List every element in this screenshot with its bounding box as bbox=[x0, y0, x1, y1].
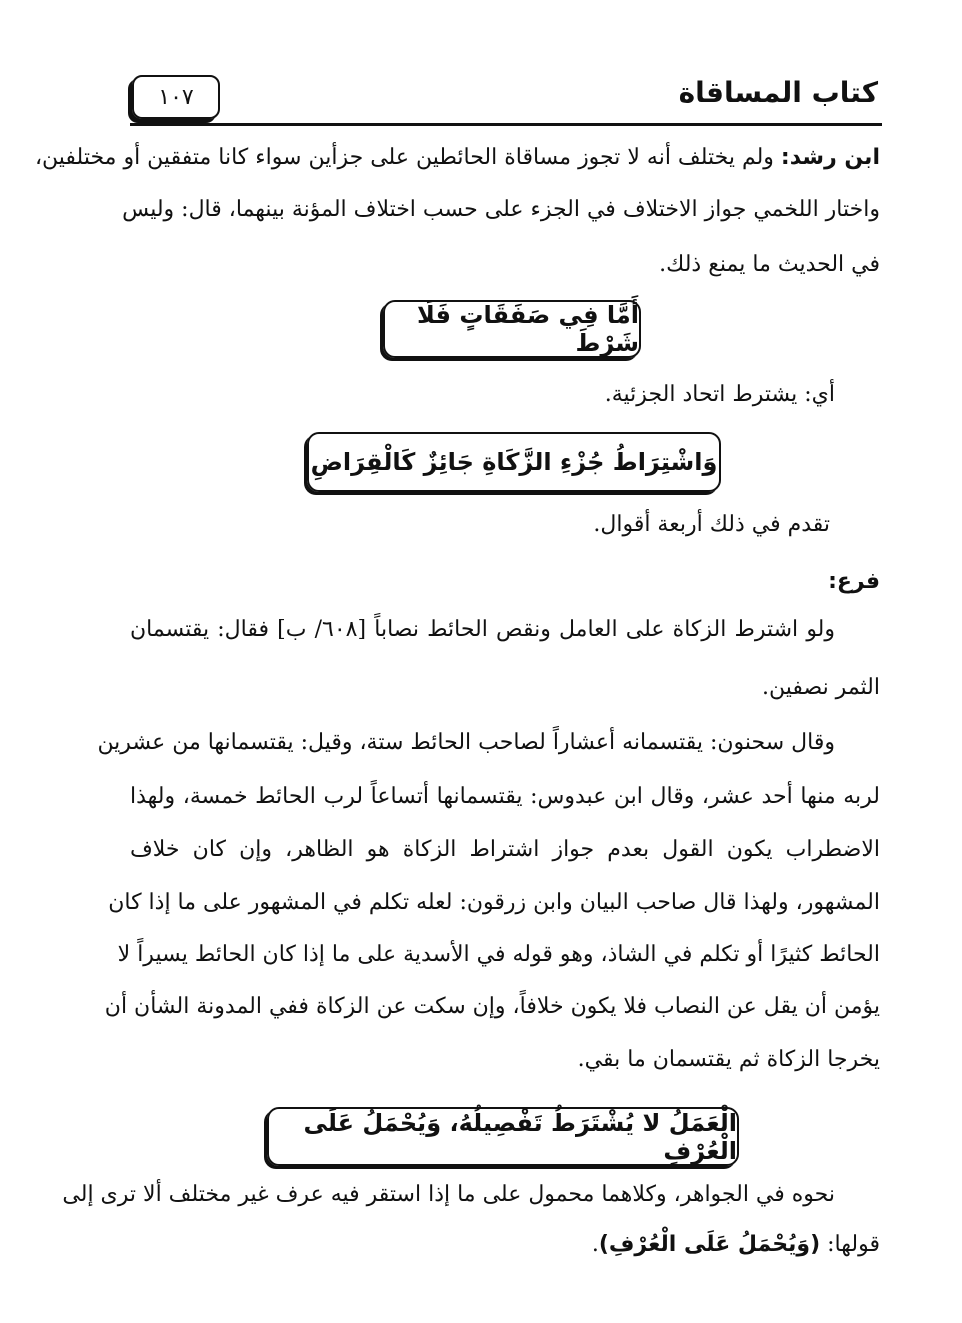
text-line: يخرجا الزكاة ثم يقتسمان ما بقي. bbox=[577, 1047, 880, 1072]
matn-box: وَاشْتِرَاطُ جُزْءِ الزَّكَاةِ جَائِزٌ كَالْقِرَاضِ bbox=[307, 432, 721, 492]
text-line bbox=[34, 133, 880, 183]
text-line: يؤمن أن يقل عن النصاب فلا يكون خلافاً، وإن سكت عن الزكاة ففي المدونة الشأن أن bbox=[104, 994, 880, 1019]
page-number: ١٠٧ bbox=[132, 75, 220, 119]
speaker-label: ابن رشد: bbox=[780, 145, 880, 170]
text-line: نحوه في الجواهر، وكلاهما محمول على ما إذا استقر فيه عرف غير مختلف ألا ترى إلى bbox=[62, 1182, 835, 1207]
quoted-matn: (وَيُحْمَلُ عَلَى الْعُرْفِ) bbox=[598, 1232, 821, 1257]
text-span: ولم يختلف أنه لا تجوز مساقاة الحائطين على جزأين سواء كانا متفقين أو مختلفين، bbox=[34, 145, 774, 170]
text-line: تقدم في ذلك أربعة أقوال. bbox=[593, 512, 830, 537]
header-rule bbox=[130, 123, 882, 126]
text-line: أي: يشترط اتحاد الجزئية. bbox=[604, 382, 835, 407]
matn-box: أَمَّا فِي صَفَقَاتٍ فَلَا شَرْطَ bbox=[383, 300, 641, 358]
text-line: الاضطراب يكون القول بعدم جواز اشتراط الزكاة هو الظاهر، وإن كان خلاف bbox=[130, 837, 880, 862]
text-line: الحائط كثيرًا أو تكلم في الشاذ، وهو قوله في الأسدية على ما إذا كان الحائط يسيراً لا bbox=[117, 942, 880, 967]
text-line: الثمر نصفين. bbox=[761, 675, 880, 700]
text-line: في الحديث ما يمنع ذلك. bbox=[659, 252, 880, 277]
text-line bbox=[130, 1220, 880, 1270]
text-line: وقال سحنون: يقتسمانه أعشاراً لصاحب الحائط ستة، وقيل: يقتسمانها من عشرين bbox=[97, 730, 835, 755]
text-line: المشهور، ولهذا قال صاحب البيان وابن زرقون: لعله تكلم في المشهور على ما إذا كان bbox=[108, 890, 880, 915]
chapter-title: كتاب المساقاة bbox=[678, 76, 878, 109]
text-line: ولو اشترط الزكاة على العامل ونقص الحائط نصاباً [٦٠٨/ ب] فقال: يقتسمان bbox=[130, 617, 836, 642]
text-line: واختار اللخمي جواز الاختلاف في الجزء على حسب اختلاف المؤنة بينهما، قال: وليس bbox=[122, 197, 880, 222]
matn-box: الْعَمَلُ لا يُشْتَرَطُ تَفْصِيلُهُ، وَيُحْمَلُ عَلَى الْعُرْفِ bbox=[267, 1107, 739, 1166]
text-line: لربه منها أحد عشر، وقال ابن عبدوس: يقتسمانها أتساعاً لرب الحائط خمسة، ولهذا bbox=[130, 784, 880, 809]
text-span: . bbox=[591, 1232, 599, 1257]
text-span: قولها: bbox=[820, 1232, 880, 1257]
subheading: فرع: bbox=[828, 569, 880, 594]
